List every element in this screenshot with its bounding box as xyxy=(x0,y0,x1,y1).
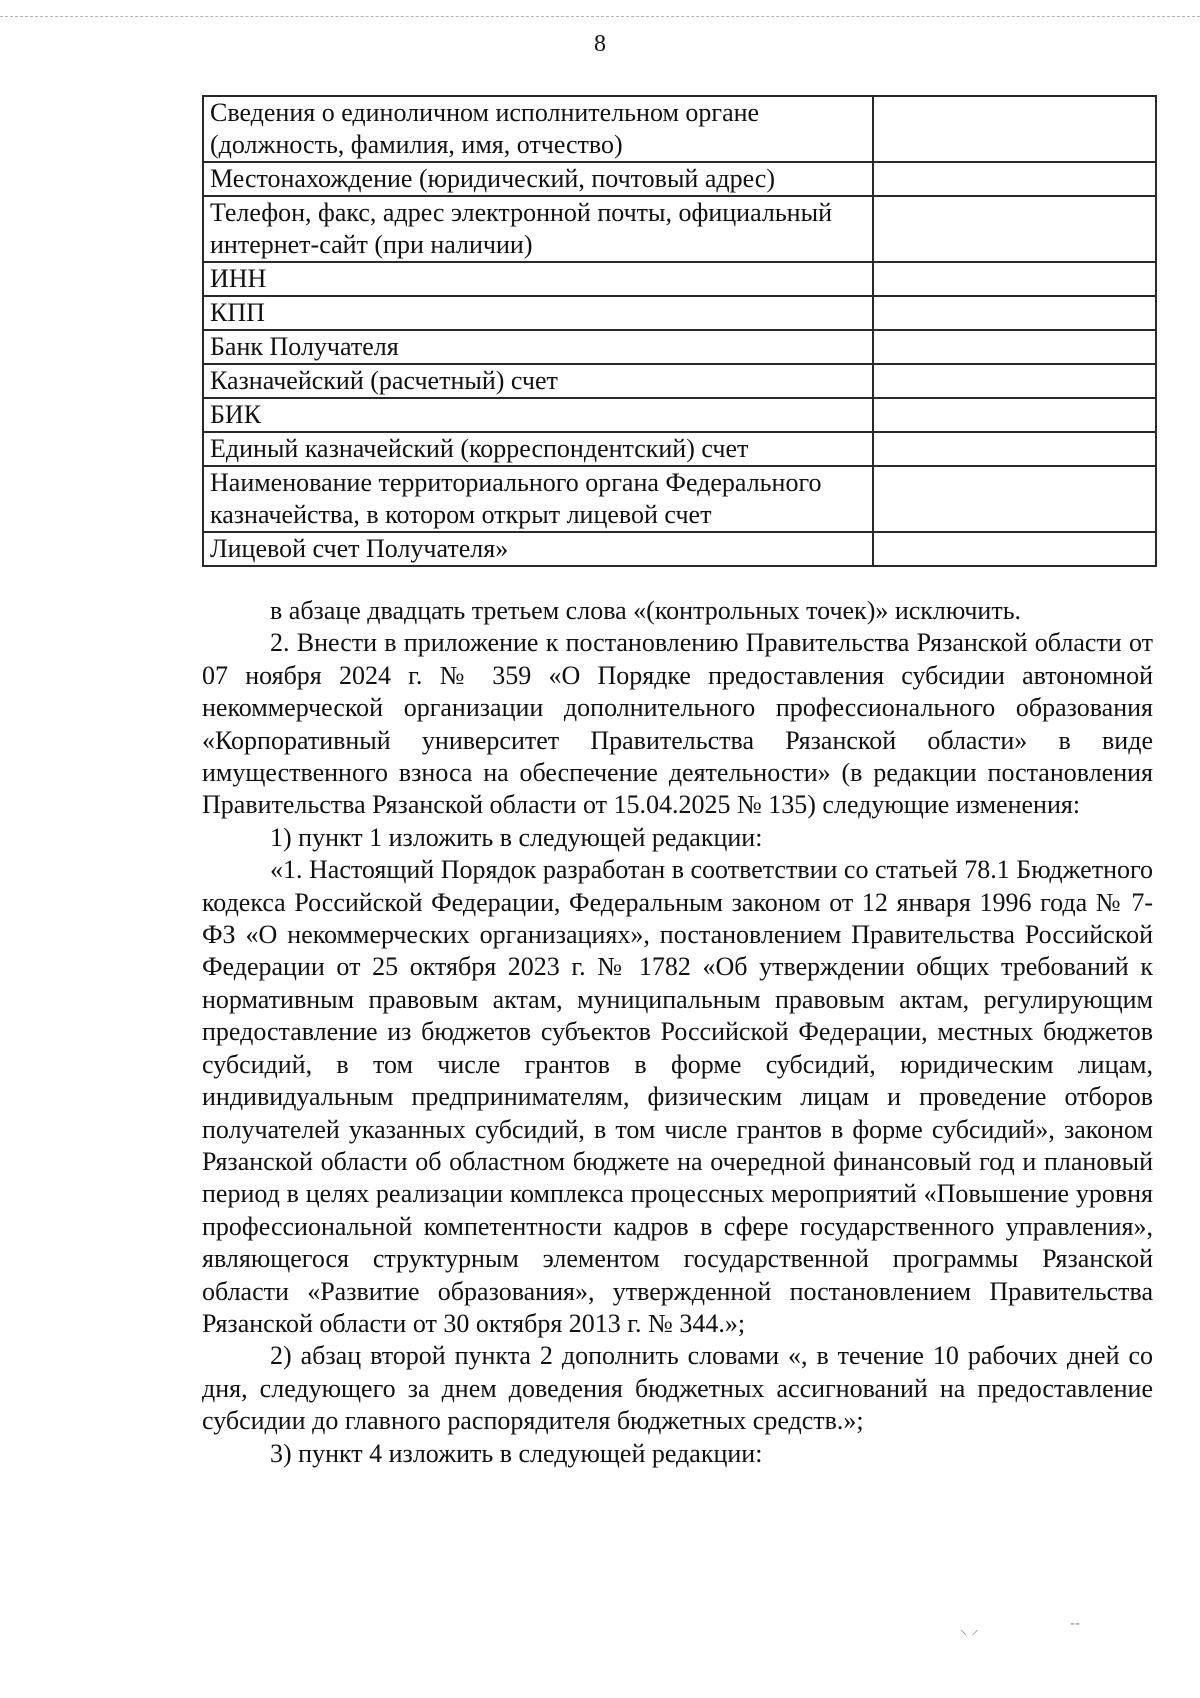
table-row xyxy=(203,532,1156,566)
table-cell-value xyxy=(873,196,1156,262)
table-row xyxy=(203,162,1156,196)
scan-speck: ⸜ ⸝ xyxy=(960,1622,979,1638)
paragraph: 2. Внести в приложение к постановлению Правительства Рязанской области от 07 ноября 2024 г. № 359 «О Порядке предоставления субсидии автономной некоммерческой организации дополнительного профессионального образования «Корпоративный университет Правительства Рязанской области» в виде имущественного взноса на обеспечение деятельности» (в редакции постановления Правительства Рязанской области от 15.04.2025 № 135) следующие изменения: xyxy=(202,628,1153,820)
table-row xyxy=(203,364,1156,398)
table-row xyxy=(203,466,1156,532)
table-cell-label: Наименование территориального органа Федерального казначейства, в котором открыт лицевой счет xyxy=(203,466,873,532)
table-cell-value xyxy=(873,532,1156,566)
table-cell-value xyxy=(873,432,1156,466)
table-row xyxy=(203,96,1156,162)
table-cell-value xyxy=(873,262,1156,296)
page-number: 8 xyxy=(594,31,606,57)
table-cell-label: Местонахождение (юридический, почтовый адрес) xyxy=(203,162,873,196)
paragraph: 3) пункт 4 изложить в следующей редакции: xyxy=(270,1438,763,1468)
table-cell-value xyxy=(873,466,1156,532)
table-row xyxy=(203,296,1156,330)
table-row xyxy=(203,262,1156,296)
paragraph: «1. Настоящий Порядок разработан в соответствии со статьей 78.1 Бюджетного кодекса Российской Федерации, Федеральным законом от 12 января 1996 года № 7-ФЗ «О некоммерческих организациях», постановлением Правительства Российской Федерации от 25 октября 2023 г. № 1782 «Об утверждении общих требований к нормативным правовым актам, муниципальным правовым актам, регулирующим предоставление из бюджетов субъектов Российской Федерации, местных бюджетов субсидий, в том числе грантов в форме субсидий, юридическим лицам, индивидуальным предпринимателям, физическим лицам и проведение отборов получателей указанных субсидий, в том числе грантов в форме субсидий», законом Рязанской области об областном бюджете на очередной финансовый год и плановый период в целях реализации комплекса процессных мероприятий «Повышение уровня профессиональной компетентности кадров в сфере государственного управления», являющегося структурным элементом государственной программы Рязанской области «Развитие образования», утвержденной постановлением Правительства Рязанской области от 30 октября 2013 г. № 344.»; xyxy=(202,855,1153,1338)
paragraph: 2) абзац второй пункта 2 дополнить словами «, в течение 10 рабочих дней со дня, следующего за днем доведения бюджетных ассигнований на предоставление субсидии до главного распорядителя бюджетных средств.»; xyxy=(202,1341,1153,1436)
table-cell-label: БИК xyxy=(203,398,873,432)
table-cell-label: Сведения о единоличном исполнительном органе (должность, фамилия, имя, отчество) xyxy=(203,96,873,162)
document-body xyxy=(202,595,1153,1470)
table-cell-value xyxy=(873,162,1156,196)
table-cell-value xyxy=(873,296,1156,330)
paragraph: 1) пункт 1 изложить в следующей редакции: xyxy=(270,822,763,852)
table-cell-label: Телефон, факс, адрес электронной почты, официальный интернет-сайт (при наличии) xyxy=(203,196,873,262)
table-row xyxy=(203,330,1156,364)
scan-speck: ‐‐ xyxy=(1070,1616,1081,1632)
paragraph: в абзаце двадцать третьем слова «(контрольных точек)» исключить. xyxy=(270,596,1022,625)
scan-top-edge xyxy=(0,16,1200,17)
table-row xyxy=(203,196,1156,262)
table-cell-value xyxy=(873,398,1156,432)
table-cell-value xyxy=(873,330,1156,364)
table-row xyxy=(203,432,1156,466)
table-cell-value xyxy=(873,364,1156,398)
table-cell-value xyxy=(873,96,1156,162)
table-cell-label: ИНН xyxy=(203,262,873,296)
table-cell-label: Единый казначейский (корреспондентский) счет xyxy=(203,432,873,466)
table-cell-label: Казначейский (расчетный) счет xyxy=(203,364,873,398)
table-cell-label: КПП xyxy=(203,296,873,330)
requisites-table xyxy=(202,95,1157,567)
table-cell-label: Лицевой счет Получателя» xyxy=(203,532,873,566)
table-cell-label: Банк Получателя xyxy=(203,330,873,364)
table-row xyxy=(203,398,1156,432)
